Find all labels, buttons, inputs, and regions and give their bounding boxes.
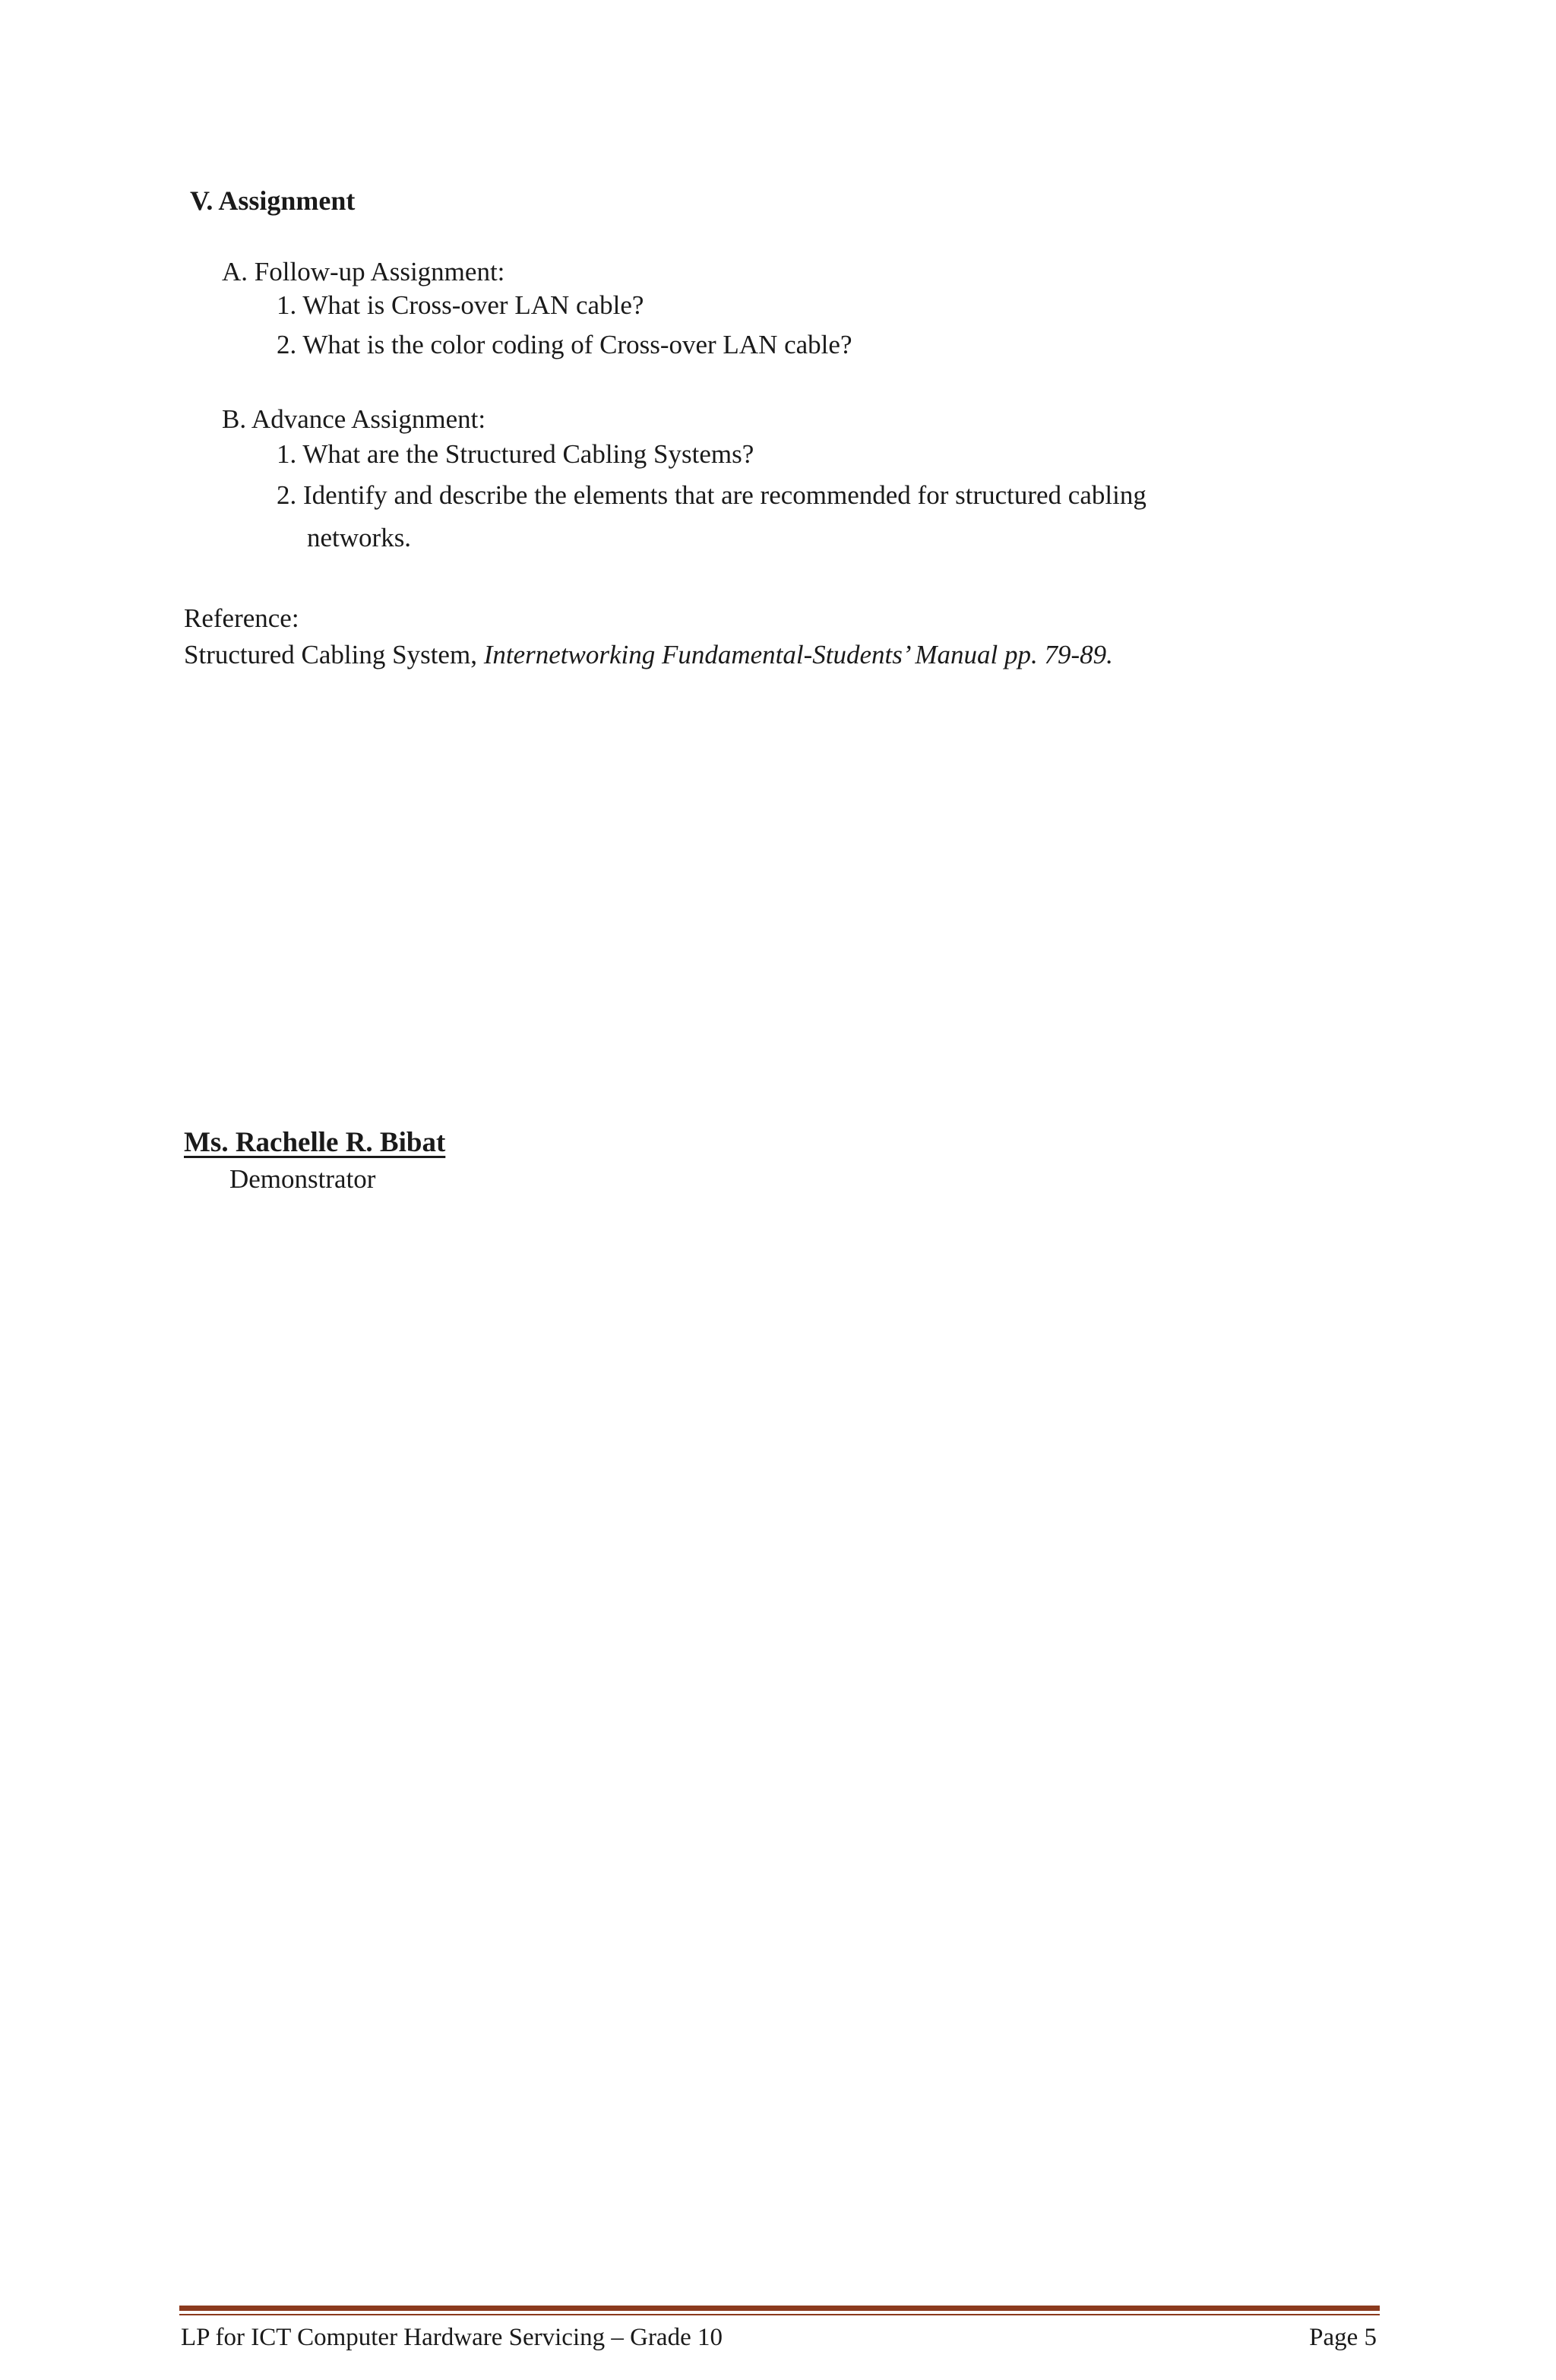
advance-item-1: 1. What are the Structured Cabling Systems?: [277, 439, 754, 469]
advance-item-2-continuation: networks.: [307, 523, 412, 552]
footer-rule-thick: [179, 2306, 1380, 2311]
footer-document-title: LP for ICT Computer Hardware Servicing – Grade 10: [181, 2324, 723, 2351]
reference-source: [184, 638, 1113, 672]
advance-heading: B. Advance Assignment:: [222, 404, 486, 434]
reference-source-plain: Structured Cabling System,: [184, 640, 484, 669]
footer-page-number: Page 5: [1309, 2324, 1377, 2351]
section-heading: V. Assignment: [190, 185, 356, 216]
signature-name: Ms. Rachelle R. Bibat: [184, 1127, 446, 1158]
reference-label: Reference:: [184, 603, 299, 633]
follow-up-item-1: 1. What is Cross-over LAN cable?: [277, 290, 644, 320]
advance-item-2: 2. Identify and describe the elements that are recommended for structured cabling: [277, 480, 1146, 510]
follow-up-item-2: 2. What is the color coding of Cross-over LAN cable?: [277, 330, 852, 359]
follow-up-heading: A. Follow-up Assignment:: [222, 257, 505, 286]
reference-source-title: Internetworking Fundamental-Students’ Manual pp. 79-89.: [483, 640, 1113, 669]
signature-title: Demonstrator: [229, 1164, 376, 1194]
footer-rule-thin: [179, 2314, 1380, 2315]
